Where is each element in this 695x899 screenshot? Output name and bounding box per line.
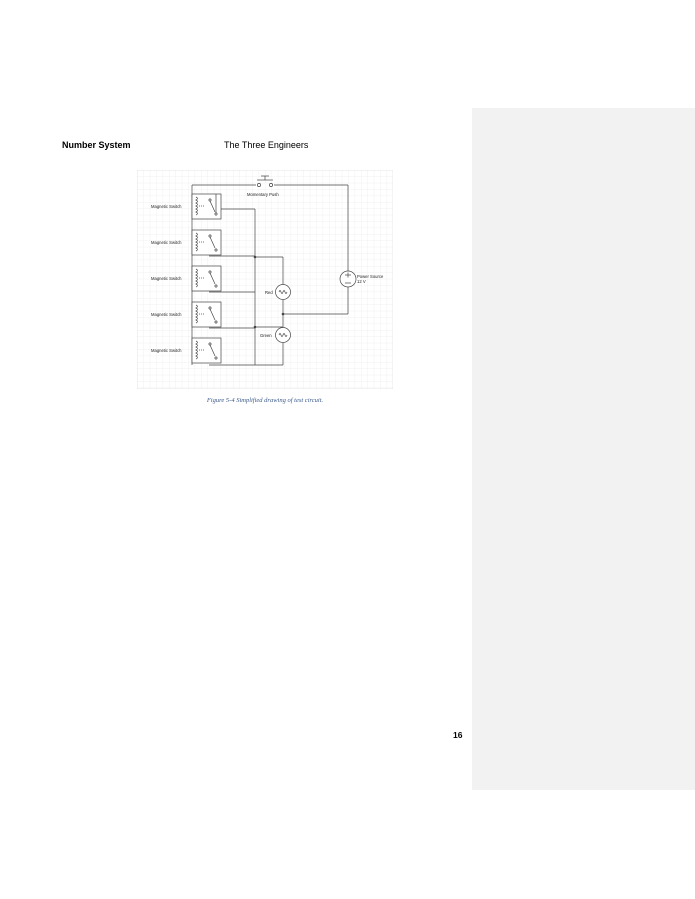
junction-dot: [282, 313, 285, 316]
power-source: [340, 271, 356, 287]
green-lamp-label: Green: [260, 333, 272, 338]
magnetic-switch-3: [192, 266, 221, 291]
power-source-label: Power Source: [357, 274, 384, 279]
magnetic-switch-2: [192, 230, 221, 255]
magnetic-switch-5: [192, 338, 221, 363]
magnetic-switch-4: [192, 302, 221, 327]
magnetic-switch-1: [192, 194, 221, 219]
power-source-voltage: 12 V: [357, 279, 366, 284]
figure-caption: Figure 5-4 Simplified drawing of test circuit.: [206, 397, 324, 404]
magnetic-switch-2-label: Magnetic Switch: [151, 240, 182, 245]
page-number: 16: [453, 730, 463, 740]
magnetic-switch-3-label: Magnetic Switch: [151, 276, 182, 281]
red-lamp: [276, 285, 291, 300]
green-lamp: [276, 328, 291, 343]
red-lamp-label: Red: [265, 290, 273, 295]
header-center: The Three Engineers: [224, 140, 309, 150]
circuit-diagram: [137, 170, 393, 389]
comment-pane: [472, 108, 695, 790]
junction-dot: [254, 256, 257, 259]
junction-dot: [254, 326, 257, 329]
momentary-push-label: Momentary Push: [247, 192, 279, 197]
circuit-figure: [137, 170, 393, 389]
header-left: Number System: [62, 140, 131, 150]
magnetic-switch-4-label: Magnetic Switch: [151, 312, 182, 317]
magnetic-switch-1-label: Magnetic Switch: [151, 204, 182, 209]
magnetic-switch-5-label: Magnetic Switch: [151, 348, 182, 353]
